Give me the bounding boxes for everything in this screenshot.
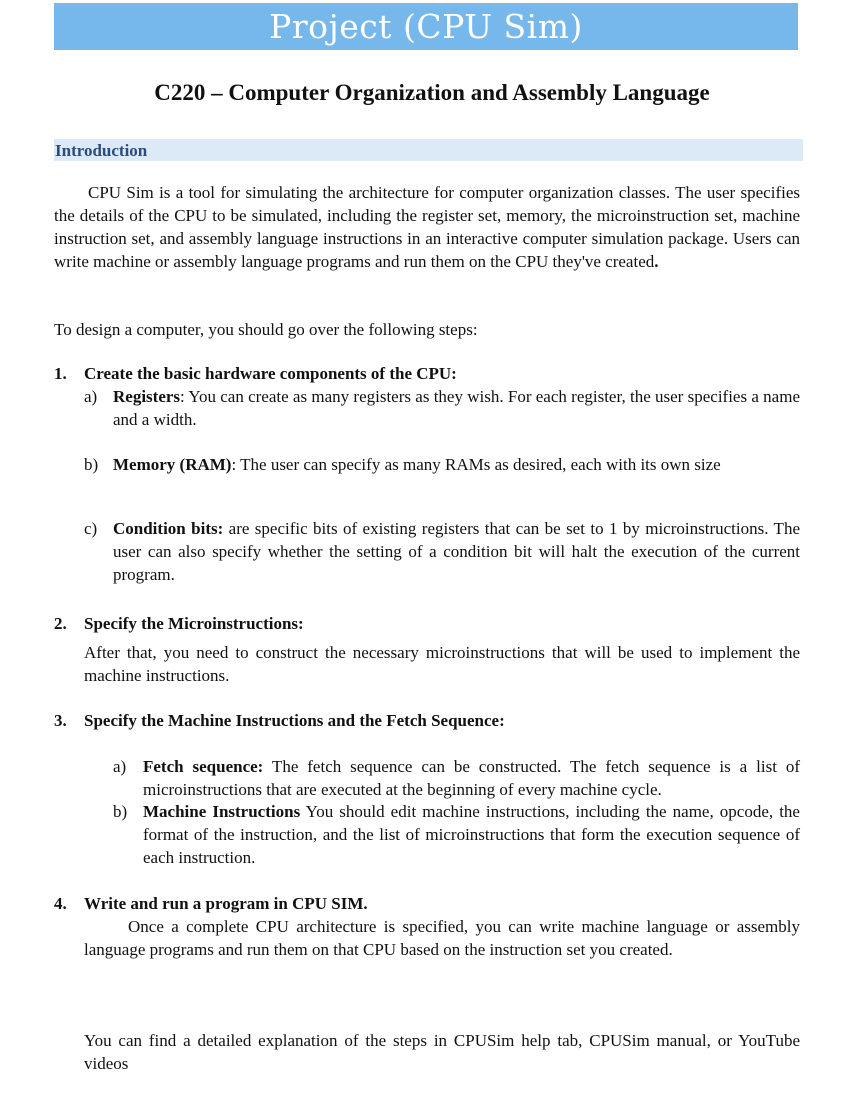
step3a-body: The fetch sequence can be constructed. The fetch sequence is a list of microinstructions that are executed at the beginning of every machine cycle. — [143, 757, 800, 799]
step1a-text — [113, 385, 800, 431]
step3b-text — [143, 800, 800, 869]
intro-paragraph — [54, 181, 800, 273]
step3-heading: Specify the Machine Instructions and the Fetch Sequence: — [84, 711, 505, 730]
step1c-marker: c) — [84, 519, 98, 538]
closing-note: You can find a detailed explanation of the steps in CPUSim help tab, CPUSim manual, or YouTube videos — [84, 1031, 800, 1073]
step3-number: 3. — [54, 711, 67, 730]
banner-title: Project (CPU Sim) — [54, 3, 798, 50]
course-title: C220 – Computer Organization and Assembly Language — [154, 80, 710, 105]
step2-heading: Specify the Microinstructions: — [84, 614, 304, 633]
step1a-body: : You can create as many registers as they wish. For each register, the user specifies a name and a width. — [113, 387, 800, 429]
step4-number: 4. — [54, 894, 67, 913]
step2-number: 2. — [54, 614, 67, 633]
step1b-text — [113, 453, 800, 476]
step3a-term: Fetch sequence: — [143, 757, 264, 776]
step1b-marker: b) — [84, 455, 99, 474]
step1c-text — [113, 517, 800, 586]
intro-paragraph-text: CPU Sim is a tool for simulating the architecture for computer organization classes. The user specifies the details of the CPU to be simulated, including the register set, memory, the microinstruction set, machine instruction set, and assembly language instructions in an interactive computer simulation package. Users can write machine or assembly language programs and run them on the CPU they've created — [54, 183, 800, 271]
step3b-marker: b) — [113, 802, 128, 821]
step3a-text — [143, 755, 800, 801]
step1-heading: Create the basic hardware components of the CPU: — [84, 364, 457, 383]
intro-heading: Introduction — [54, 139, 803, 161]
step4-text: Once a complete CPU architecture is specified, you can write machine language or assembly language programs and run them on that CPU based on the instruction set you created. — [84, 917, 800, 959]
steps-intro: To design a computer, you should go over the following steps: — [54, 320, 478, 339]
step1a-marker: a) — [84, 387, 98, 406]
step1b-term: Memory (RAM) — [113, 455, 232, 474]
step1a-term: Registers — [113, 387, 181, 406]
step1b-body: : The user can specify as many RAMs as desired, each with its own size — [231, 455, 721, 474]
step2-text: After that, you need to construct the necessary microinstructions that will be used to implement the machine instructions. — [84, 643, 800, 685]
step1c-term: Condition bits: — [113, 519, 224, 538]
step1c-body: are specific bits of existing registers that can be set to 1 by microinstructions. The user can also specify whether the setting of a condition bit will halt the execution of the current program. — [113, 519, 800, 584]
step3b-body: You should edit machine instructions, including the name, opcode, the format of the instruction, and the list of microinstructions that form the execution sequence of each instruction. — [143, 802, 800, 867]
step4-heading: Write and run a program in CPU SIM. — [84, 894, 368, 913]
step3b-term: Machine Instructions — [143, 802, 301, 821]
step3a-marker: a) — [113, 757, 127, 776]
step1-number: 1. — [54, 364, 67, 383]
intro-paragraph-end: . — [654, 252, 659, 271]
